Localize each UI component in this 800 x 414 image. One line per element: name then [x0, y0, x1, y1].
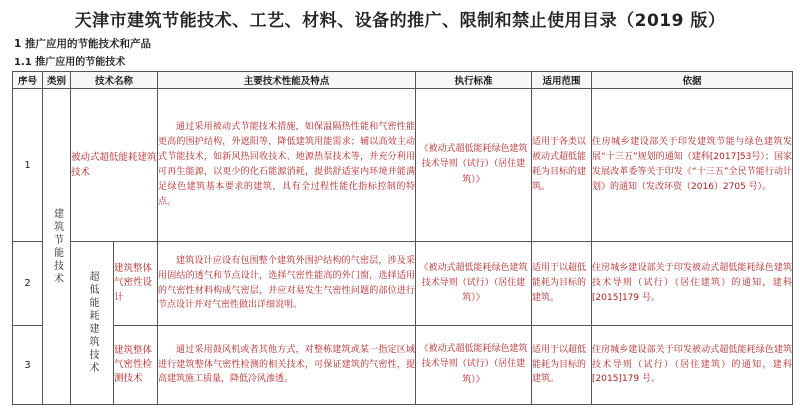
tech-name: 被动式超低能耗建筑技术 [71, 89, 158, 242]
row-number: 1 [13, 89, 43, 242]
table-row [13, 89, 793, 242]
subcategory-cell [71, 242, 114, 405]
tech-features: 通过采用被动式节能技术措施，如保温隔热性能和气密性能更高的围护结构，外遮阳等，降低建筑用能需求；辅以高效主动式节能技术，如新风热回收技术、地源热泵技术等，并充分利用可再生能源，以更少的化石能源消耗，提供舒适室内环境并能满足绿色建筑基本要求的建筑，具有全过程性能化指标控制的特点。 [158, 89, 416, 242]
header-features: 主要技术性能及特点 [158, 72, 416, 89]
tech-standard: 《被动式超低能耗绿色建筑技术导则（试行）（居住建筑）》 [416, 326, 532, 405]
catalog-table [12, 71, 793, 405]
category-label: 建筑节能技术 [51, 207, 63, 286]
tech-basis: 住房城乡建设部关于印发建筑节能与绿色建筑发展“十三五”规划的通知（建科[2017]53号）；国家发展改革委等关于印发《“十三五”全民节能行动计划》的通知（发改环资（2016）2705 号）。 [592, 89, 793, 242]
tech-standard: 《被动式超低能耗绿色建筑技术导则（试行）（居住建筑）》 [416, 89, 532, 242]
tech-standard: 《被动式超低能耗绿色建筑技术导则（试行）（居住建筑）》 [416, 242, 532, 326]
row-number: 3 [13, 326, 43, 405]
tech-name: 建筑整体气密性设计 [114, 242, 158, 326]
tech-features: 通过采用鼓风机或者其他方式，对整栋建筑或某一指定区域进行建筑整体气密性检测的相关技术，可保证建筑的气密性，提高建筑施工质量，降低冷风渗透。 [158, 326, 416, 405]
tech-scope: 适用于以超低能耗为目标的建筑。 [532, 242, 592, 326]
section-heading-1: 1 推广应用的节能技术和产品 [14, 38, 151, 50]
table-row [13, 242, 793, 326]
row-number: 2 [13, 242, 43, 326]
table-row [13, 326, 793, 405]
category-cell [43, 89, 71, 405]
header-basis: 依据 [592, 72, 793, 89]
header-tech-name: 技术名称 [71, 72, 158, 89]
tech-scope: 适用于各类以被动式超低能耗为目标的建筑。 [532, 89, 592, 242]
header-standard: 执行标准 [416, 72, 532, 89]
tech-features: 建筑设计应设有包围整个建筑外围护结构的气密层，涉及采用固结的透气和节点设计，选择气密性能高的外门窗，选择适用的气密性材料构成气密层，并应对易发生气密性问题的部位进行节点设计并对气密性做出详细说明。 [158, 242, 416, 326]
header-scope: 适用范围 [532, 72, 592, 89]
section-heading-1-1: 1.1 推广应用的节能技术 [14, 57, 126, 68]
table-header-row [13, 72, 793, 89]
tech-basis: 住房城乡建设部关于印发被动式超低能耗绿色建筑技术导则（试行）（居住建筑）的通知，建科[2015]179 号。 [592, 242, 793, 326]
header-no: 序号 [13, 72, 43, 89]
document-title: 天津市建筑节能技术、工艺、材料、设备的推广、限制和禁止使用目录（2019 版） [74, 11, 726, 31]
tech-scope: 适用于以超低能耗为目标的建筑。 [532, 326, 592, 405]
header-category: 类别 [43, 72, 71, 89]
tech-name: 建筑整体气密性检测技术 [114, 326, 158, 405]
subcategory-label: 超低能耗建筑技术 [87, 271, 98, 375]
tech-basis: 住房城乡建设部关于印发被动式超低能耗绿色建筑技术导则（试行）（居住建筑）的通知，建科[2015]179 号。 [592, 326, 793, 405]
